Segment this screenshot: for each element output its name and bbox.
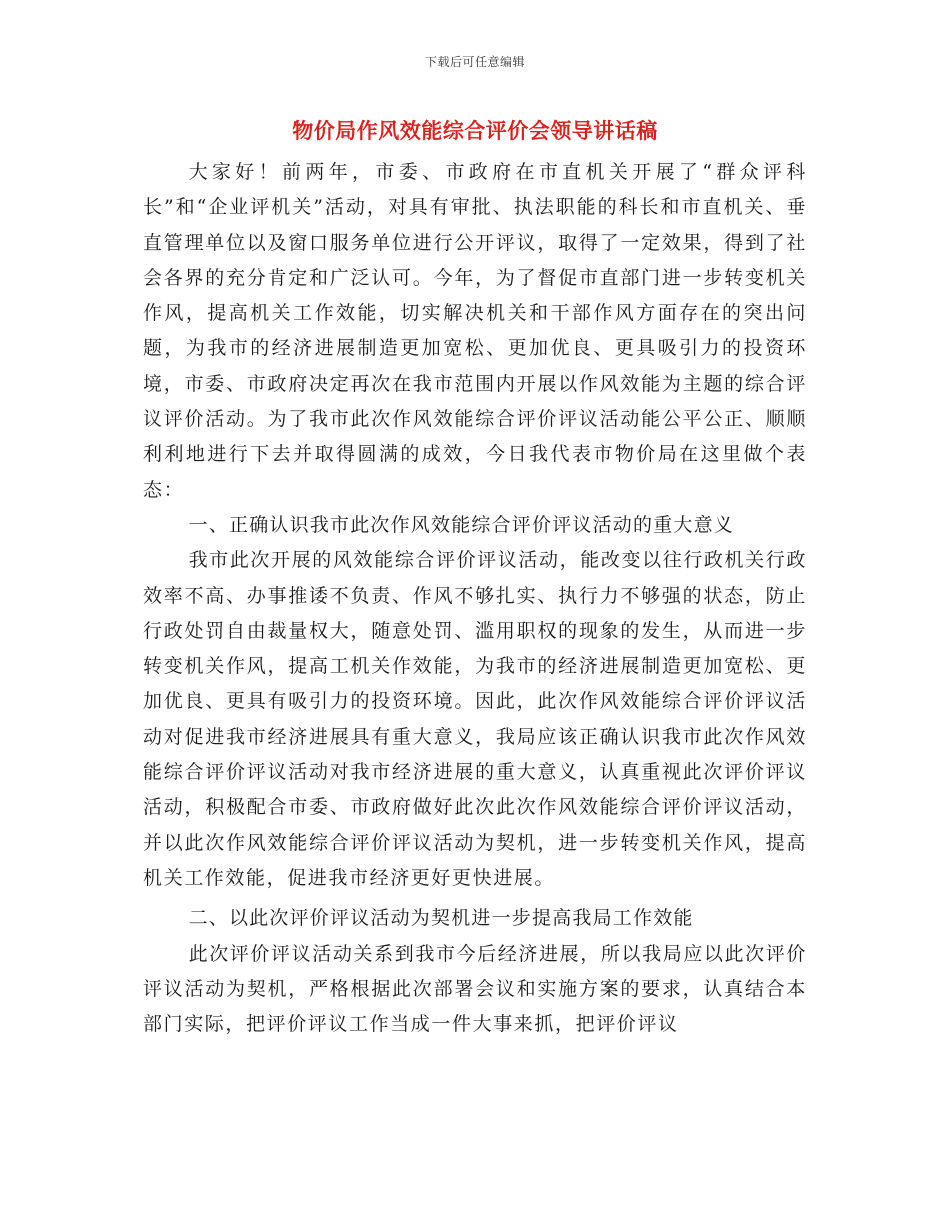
page-header-note: 下载后可任意编辑 <box>424 55 525 69</box>
paragraph-section-1: 我市此次开展的风效能综合评价评议活动，能改变以往行政机关行政效率不高、办事推诿不负责、作风不够扎实、执行力不够强的状态，防止行政处罚自由裁量权大，随意处罚、滥用职权的现象的发生，从而进一步转变机关作风，提高工机关作效能，为我市的经济进展制造更加宽松、更加优良、更具有吸引力的投资环境。因此，此次作风效能综合评价评议活动对促进我市经济进展具有重大意义，我局应该正确认识我市此次作风效能综合评价评议活动对我市经济进展的重大意义，认真重视此次评价评议活动，积极配合市委、市政府做好此次此次作风效能综合评价评议活动，并以此次作风效能综合评价评议活动为契机，进一步转变机关作风，提高机关工作效能，促进我市经济更好更快进展。 <box>143 549 807 889</box>
document-body <box>143 155 807 1042</box>
paragraph-opening: 大家好！前两年，市委、市政府在市直机关开展了“群众评科长”和“企业评机关”活动，对具有审批、执法职能的科长和市直机关、垂直管理单位以及窗口服务单位进行公开评议，取得了一定效果，得到了社会各界的充分肯定和广泛认可。今年，为了督促市直部门进一步转变机关作风，提高机关工作效能，切实解决机关和干部作风方面存在的突出问题，为我市的经济进展制造更加宽松、更加优良、更具吸引力的投资环境，市委、市政府决定再次在我市范围内开展以作风效能为主题的综合评议评价活动。为了我市此次作风效能综合评价评议活动能公平公正、顺顺利利地进行下去并取得圆满的成效，今日我代表市物价局在这里做个表态： <box>143 161 807 501</box>
document-title: 物价局作风效能综合评价会领导讲话稿 <box>292 118 658 143</box>
section-heading-1: 一、正确认识我市此次作风效能综合评价评议活动的重大意义 <box>188 513 734 536</box>
paragraph-section-2: 此次评价评议活动关系到我市今后经济进展，所以我局应以此次评价评议活动为契机，严格根据此次部署会议和实施方案的要求，认真结合本部门实际，把评价评议工作当成一件大事来抓，把评价评议 <box>143 942 807 1036</box>
section-heading-2: 二、以此次评价评议活动为契机进一步提高我局工作效能 <box>188 907 694 930</box>
